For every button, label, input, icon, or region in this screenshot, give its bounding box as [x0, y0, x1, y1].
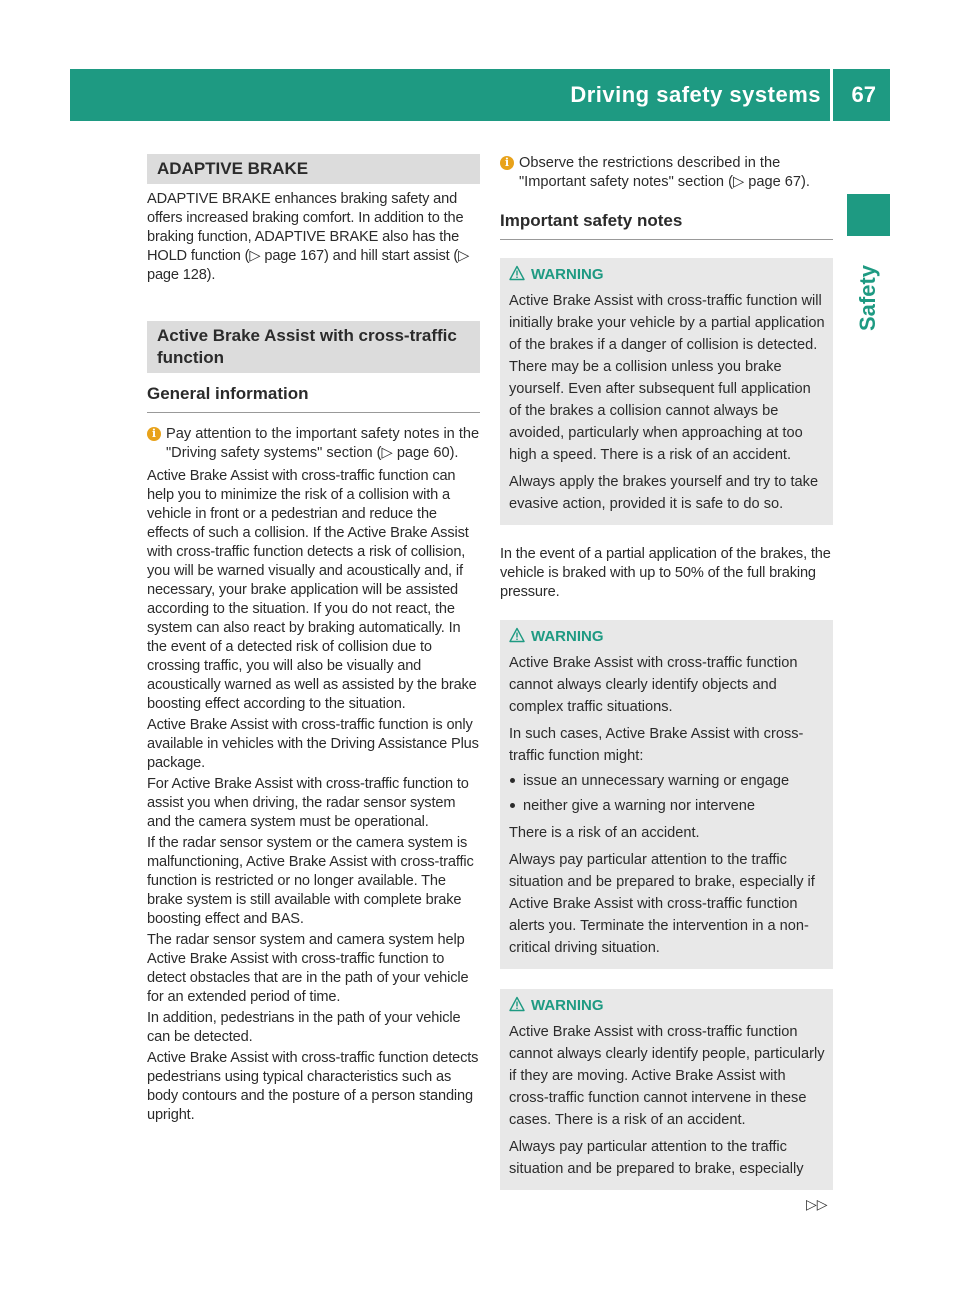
partial-brake-text: In the event of a partial application of the brakes, the vehicle is braked with up to 50% of the full braking pressure. [500, 546, 831, 600]
continued-arrow-icon: ▷▷ [806, 1196, 828, 1212]
warning-box [500, 989, 833, 1190]
paragraph: Active Brake Assist with cross-traffic function detects pedestrians using typical characteristics such as body contours and the posture of a person standing upright. [147, 1050, 479, 1123]
side-tab [838, 258, 898, 338]
warning-triangle-icon [509, 627, 525, 643]
paragraph: Active Brake Assist with cross-traffic function can help you to minimize the risk of a collision with a vehicle in front or a pedestrian and reduce the effects of such a collision. If the Active Brake Assist with cross-traffic function detects a risk of collision, you will be warned visually and acoustically and, if necessary, your brake application will be assisted according to the situation. If you do not react, the system can also react by braking automatically. In the event of a detected risk of collision due to crossing traffic, you will also be visually and acoustically warned as well as assisted by the brake boosting effect according to the situation. [147, 468, 477, 712]
paragraph: Active Brake Assist with cross-traffic function is only available in vehicles with the Driving Assistance Plus package. [147, 717, 479, 771]
side-tab-label: Safety [855, 264, 880, 332]
warning-text: Always pay particular attention to the traffic situation and be prepared to brake, especially if Active Brake Assist with cross-traffic function alerts you. Terminate the intervention in a non-critical driving situation. [509, 852, 815, 956]
warning-text: Active Brake Assist with cross-traffic function cannot always clearly identify people, particularly if they are moving. Active Brake Assist with cross-traffic function cannot intervene in these cases. There is a risk of an accident. [509, 1024, 825, 1128]
warning-triangle-icon [509, 996, 525, 1012]
warning-text: In such cases, Active Brake Assist with cross-traffic function might: [509, 726, 804, 764]
section-heading-active-brake-assist: Active Brake Assist with cross-traffic function [147, 321, 480, 373]
subheading-important-safety-notes: Important safety notes [500, 210, 833, 240]
info-icon: i [147, 427, 161, 441]
warning-title [509, 997, 825, 1015]
warning-triangle-icon [509, 265, 525, 281]
warning-title-text: WARNING [531, 266, 604, 283]
warning-text: There is a risk of an accident. [509, 825, 700, 841]
paragraph: In addition, pedestrians in the path of your vehicle can be detected. [147, 1010, 461, 1045]
page-number: 67 [851, 82, 876, 107]
general-information-text [147, 467, 480, 1125]
paragraph: The radar sensor system and camera system help Active Brake Assist with cross-traffic function to detect obstacles that are in the path of your vehicle for an extended period of time. [147, 932, 469, 1005]
info-note-text: Pay attention to the important safety notes in the "Driving safety systems" section (▷ page 60). [166, 426, 480, 461]
info-icon: i [500, 156, 514, 170]
warning-title [509, 628, 825, 646]
paragraph: For Active Brake Assist with cross-traffic function to assist you when driving, the radar sensor system and the camera system must be operational. [147, 776, 469, 830]
side-tab-marker [847, 194, 890, 236]
info-note-text: Observe the restrictions described in the "Important safety notes" section (▷ page 67). [519, 155, 810, 190]
warning-text: Always pay particular attention to the traffic situation and be prepared to brake, especially [509, 1139, 804, 1177]
warning-title-text: WARNING [531, 997, 604, 1014]
warning-title-text: WARNING [531, 628, 604, 645]
bullet-item: issue an unnecessary warning or engage [509, 770, 825, 792]
warning-box [500, 620, 833, 969]
subheading-general-information: General information [147, 383, 480, 413]
warning-text: Always apply the brakes yourself and try to take evasive action, provided it is safe to do so. [509, 474, 819, 512]
warning-box [500, 258, 833, 525]
warning-text: Active Brake Assist with cross-traffic function will initially brake your vehicle by a partial application of the brakes if a danger of collision is detected. There may be a collision unless you brake yourself. Even after subsequent full application of the brakes a collision cannot always be avoided, particularly when approaching at too high a speed. There is a risk of an accident. [509, 293, 825, 463]
page-header [70, 69, 890, 121]
warning-text: Active Brake Assist with cross-traffic function cannot always clearly identify objects and complex traffic situations. [509, 655, 798, 715]
header-divider [830, 69, 833, 121]
info-note [500, 154, 833, 192]
bullet-item: neither give a warning nor intervene [509, 795, 825, 817]
left-column [147, 154, 480, 1127]
paragraph: If the radar sensor system or the camera system is malfunctioning, Active Brake Assist with cross-traffic function is restricted or no longer available. The brake system is still available with complete brake boosting effect and BAS. [147, 835, 474, 927]
warning-title [509, 266, 825, 284]
section-heading-adaptive-brake: ADAPTIVE BRAKE [147, 154, 480, 184]
chapter-title: Driving safety systems [570, 82, 821, 107]
adaptive-brake-text: ADAPTIVE BRAKE enhances braking safety and offers increased braking comfort. In addition to the braking function, ADAPTIVE BRAKE also has the HOLD function (▷ page 167) and hill start assist (▷ page 128). [147, 191, 470, 283]
info-note [147, 425, 480, 463]
right-column [500, 154, 833, 1210]
